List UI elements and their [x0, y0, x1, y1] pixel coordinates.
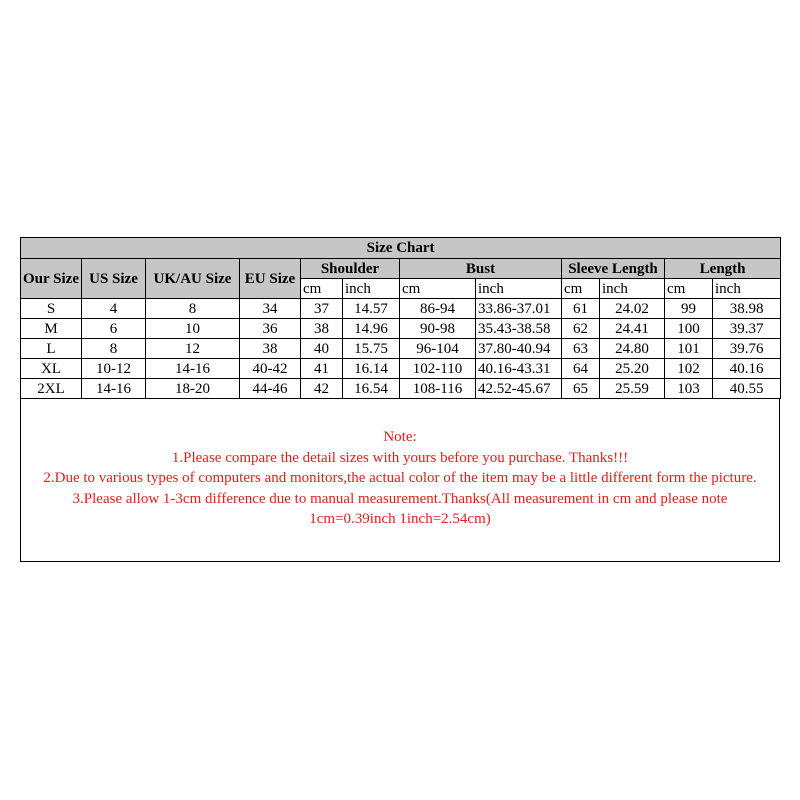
cell-length-cm: 102: [665, 359, 713, 379]
cell-length-cm: 103: [665, 379, 713, 399]
cell-sleeve-inch: 25.59: [600, 379, 665, 399]
cell-sleeve-cm: 65: [562, 379, 600, 399]
cell-ukau-size: 18-20: [146, 379, 240, 399]
cell-bust-inch: 37.80-40.94: [476, 339, 562, 359]
cell-length-inch: 40.55: [713, 379, 781, 399]
cell-us-size: 10-12: [82, 359, 146, 379]
cell-bust-cm: 90-98: [400, 319, 476, 339]
cell-bust-inch: 35.43-38.58: [476, 319, 562, 339]
table-title: Size Chart: [21, 238, 781, 259]
cell-length-inch: 40.16: [713, 359, 781, 379]
cell-shoulder-cm: 38: [301, 319, 343, 339]
cell-length-cm: 99: [665, 299, 713, 319]
cell-eu-size: 44-46: [240, 379, 301, 399]
cell-our-size: 2XL: [21, 379, 82, 399]
cell-length-cm: 100: [665, 319, 713, 339]
cell-ukau-size: 14-16: [146, 359, 240, 379]
cell-shoulder-cm: 37: [301, 299, 343, 319]
cell-shoulder-cm: 40: [301, 339, 343, 359]
cell-sleeve-inch: 24.80: [600, 339, 665, 359]
table-row: [21, 299, 781, 319]
cell-bust-cm: 102-110: [400, 359, 476, 379]
cell-bust-inch: 40.16-43.31: [476, 359, 562, 379]
table-row: [21, 319, 781, 339]
cell-shoulder-inch: 16.14: [343, 359, 400, 379]
size-chart: [20, 237, 780, 562]
cell-shoulder-inch: 16.54: [343, 379, 400, 399]
cell-us-size: 8: [82, 339, 146, 359]
cell-eu-size: 34: [240, 299, 301, 319]
cell-shoulder-inch: 15.75: [343, 339, 400, 359]
cell-sleeve-cm: 63: [562, 339, 600, 359]
unit-length-inch: inch: [713, 279, 781, 299]
cell-bust-cm: 108-116: [400, 379, 476, 399]
cell-us-size: 14-16: [82, 379, 146, 399]
cell-sleeve-inch: 24.02: [600, 299, 665, 319]
cell-sleeve-inch: 25.20: [600, 359, 665, 379]
cell-eu-size: 36: [240, 319, 301, 339]
cell-length-inch: 39.37: [713, 319, 781, 339]
unit-shoulder-inch: inch: [343, 279, 400, 299]
header-us-size: US Size: [82, 259, 146, 299]
cell-bust-inch: 33.86-37.01: [476, 299, 562, 319]
unit-bust-cm: cm: [400, 279, 476, 299]
cell-shoulder-cm: 41: [301, 359, 343, 379]
header-ukau-size: UK/AU Size: [146, 259, 240, 299]
cell-sleeve-inch: 24.41: [600, 319, 665, 339]
cell-shoulder-cm: 42: [301, 379, 343, 399]
header-length: Length: [665, 259, 781, 279]
cell-sleeve-cm: 62: [562, 319, 600, 339]
cell-us-size: 6: [82, 319, 146, 339]
cell-ukau-size: 10: [146, 319, 240, 339]
header-eu-size: EU Size: [240, 259, 301, 299]
header-sleeve-length: Sleeve Length: [562, 259, 665, 279]
note-line-4: 1cm=0.39inch 1inch=2.54cm): [309, 511, 491, 527]
note-box: [20, 399, 780, 562]
header-our-size: Our Size: [21, 259, 82, 299]
cell-eu-size: 38: [240, 339, 301, 359]
size-chart-table: [20, 237, 781, 399]
table-row: [21, 339, 781, 359]
unit-shoulder-cm: cm: [301, 279, 343, 299]
cell-us-size: 4: [82, 299, 146, 319]
cell-bust-cm: 86-94: [400, 299, 476, 319]
cell-ukau-size: 8: [146, 299, 240, 319]
note-line-2: 2.Due to various types of computers and monitors,the actual color of the item may be a little different form the picture.: [43, 470, 757, 486]
cell-sleeve-cm: 61: [562, 299, 600, 319]
header-shoulder: Shoulder: [301, 259, 400, 279]
unit-sleeve-cm: cm: [562, 279, 600, 299]
cell-sleeve-cm: 64: [562, 359, 600, 379]
unit-bust-inch: inch: [476, 279, 562, 299]
cell-length-inch: 38.98: [713, 299, 781, 319]
cell-our-size: S: [21, 299, 82, 319]
cell-bust-inch: 42.52-45.67: [476, 379, 562, 399]
cell-length-cm: 101: [665, 339, 713, 359]
header-bust: Bust: [400, 259, 562, 279]
table-row: [21, 359, 781, 379]
note-line-1: 1.Please compare the detail sizes with yours before you purchase. Thanks!!!: [171, 449, 629, 466]
note-heading: Note:: [383, 429, 417, 445]
cell-our-size: M: [21, 319, 82, 339]
cell-shoulder-inch: 14.57: [343, 299, 400, 319]
cell-our-size: L: [21, 339, 82, 359]
cell-eu-size: 40-42: [240, 359, 301, 379]
note-line-3: 3.Please allow 1-3cm difference due to manual measurement.Thanks(All measurement in cm and please note: [72, 490, 728, 507]
unit-length-cm: cm: [665, 279, 713, 299]
cell-our-size: XL: [21, 359, 82, 379]
cell-shoulder-inch: 14.96: [343, 319, 400, 339]
cell-length-inch: 39.76: [713, 339, 781, 359]
cell-ukau-size: 12: [146, 339, 240, 359]
cell-bust-cm: 96-104: [400, 339, 476, 359]
unit-sleeve-inch: inch: [600, 279, 665, 299]
table-row: [21, 379, 781, 399]
